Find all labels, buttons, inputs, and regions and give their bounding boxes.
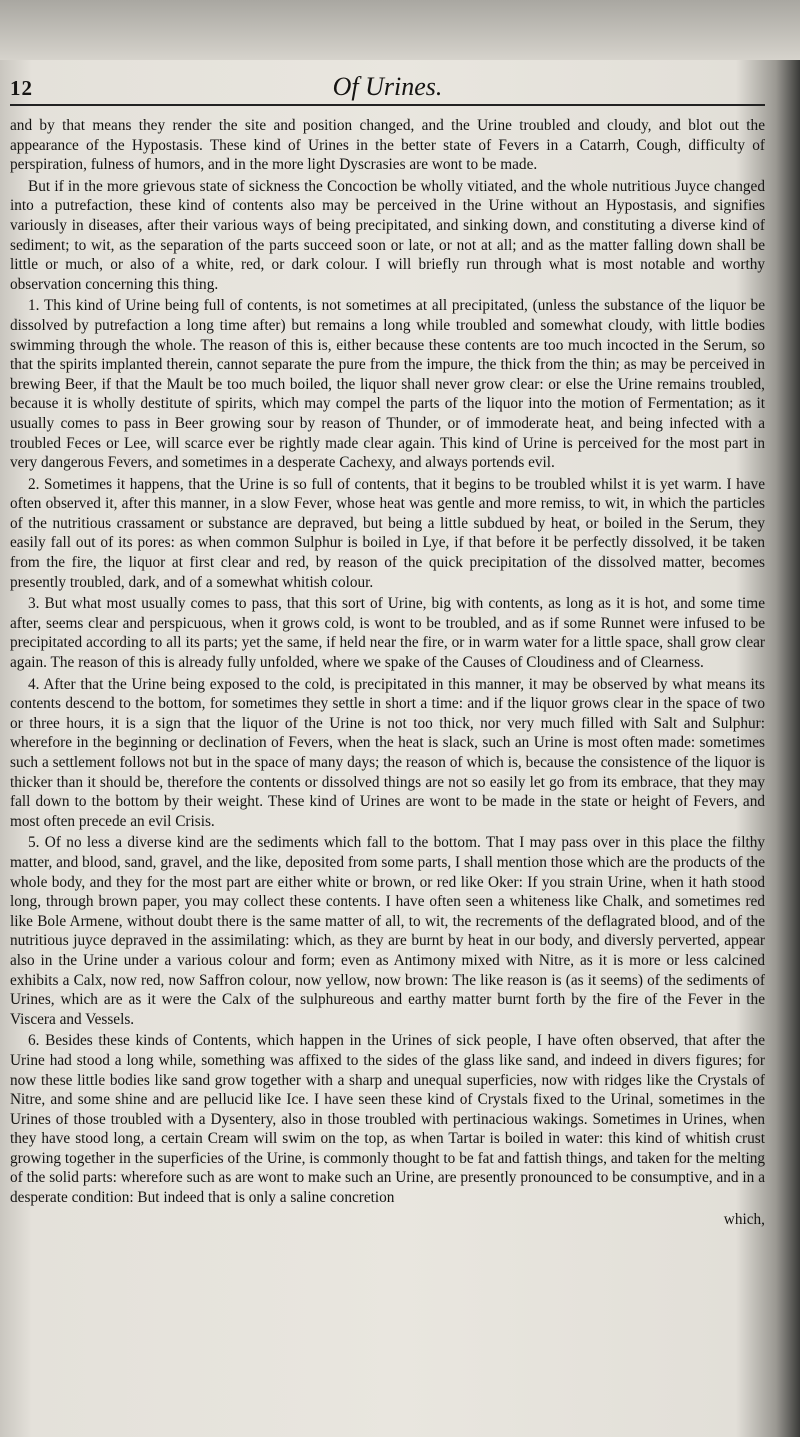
paragraph-item-6: 6. Besides these kinds of Contents, which happen in the Urines of sick people, I have often observed, that after the Urine had stood a long while, something was affixed to the sides of the glass like sand, and indeed in divers figures; for now these little bodies like sand grow together with a sharp and unequal superficies, now with ridges like the Crystals of Nitre, and some shine and are pellucid like Ice. I have seen these kind of Crystals fixed to the Urinal, sometimes in the Urines of those troubled with a Dysentery, also in those troubled with pertinacious wakings. Sometimes in Urines, when they have stood long, a certain Cream will swim on the top, as when Tartar is boiled in water: this kind of whitish crust growing together in the superficies of the Urine, is commonly thought to be fat and fattish things, and taken for the melting of the solid parts: wherefore such as are wont to make such an Urine, are presently pronounced to be consumptive, and in a desperate condition: But indeed that is only a saline concretion [10, 1032, 765, 1207]
paragraph-item-2: 2. Sometimes it happens, that the Urine is so full of contents, that it begins to be troubled whilst it is yet warm. I have often observed it, after this manner, in a slow Fever, whose heat was gentle and more remiss, to wit, in which the particles of the nutritious crassament or substance are depraved, but being a little subdued by heat, or boiled in the Serum, they easily fall out of its pores: as when common Sulphur is boiled in Lye, if that before it be perfectly dissolved, it be taken from the fire, the liquor at first clear and red, by reason of the quick precipitation of the dissolved matter, becomes presently troubled, dark, and of a somewhat whitish colour. [10, 475, 765, 591]
running-title: Of Urines. [332, 72, 443, 101]
page-header [10, 70, 765, 104]
page-top-shadow [0, 0, 800, 60]
paragraph-grievous-state: But if in the more grievous state of sickness the Concoction be wholly vitiated, and the whole nutritious Juyce changed into a putrefaction, these kind of contents also may be perceived in the Urine without an Hypostasis, and signifies variously in diseases, after their various ways of being precipitated, and sinking down, and constituting a diverse kind of sediment; to wit, as the separation of the parts succeed soon or late, or not at all; and as the matter falling down shall be little or much, or also of a white, red, or dark colour. I will briefly run through what is most notable and worthy observation concerning this thing. [10, 177, 765, 293]
catchword: which, [723, 1210, 765, 1228]
paragraph-continuation: and by that means they render the site and position changed, and the Urine troubled and cloudy, and blot out the appearance of the Hypostasis. These kind of Urines in the better state of Fevers in a Catarrh, Cough, difficulty of perspiration, fulness of humors, and in the more light Dyscrasies are wont to be made. [10, 117, 765, 174]
paragraph-item-5: 5. Of no less a diverse kind are the sediments which fall to the bottom. That I may pass over in this place the filthy matter, and blood, sand, gravel, and the like, deposited from some parts, I shall mention those which are the products of the whole body, and they for the most part are either white or brown, or red like Oker: If you strain Urine, when it hath stood long, through brown paper, you may collect these contents. I have often seen a whiteness like Chalk, and sometimes red like Bole Armene, without doubt there is the same matter of all, to wit, the recrements of the deflagrated blood, and of the nutritious juyce depraved in the assimilating: which, as they are burnt by heat in our body, and diversly perverted, appear also in the Urine under a various colour and form; even as Antimony mixed with Nitre, as it is more or less calcined exhibits a Calx, now red, now Saffron colour, now yellow, now brown: The like reason is (as it seems) of the sediments of Urines, which are as it were the Calx of the sulphureous and earthy matter burnt forth by the fire of the Fever in the Viscera and Vessels. [10, 834, 765, 1028]
paragraph-item-1: 1. This kind of Urine being full of contents, is not sometimes at all precipitated, (unless the substance of the liquor be dissolved by putrefaction a long time after) but remains a long while troubled and somewhat cloudy, with little bodies swimming through the whole. The reason of this is, either because these contents are too much incocted in the Serum, so that the spirits implanted therein, cannot separate the pure from the impure, the thick from the thin; as may be perceived in brewing Beer, if that the Mault be too much boiled, the liquor shall never grow clear: or else the Urine remains troubled, because it is wholly destitute of spirits, which may compel the parts of the liquor into the motion of Fermentation; as it usually comes to pass in Beer growing sour by reason of Thunder, or of immoderate heat, and being infected with a troubled Feces or Lee, will scarce ever be rightly made clear again. This kind of Urine is perceived for the most part in very dangerous Fevers, and sometimes in a desperate Cachexy, and always portends evil. [10, 297, 765, 472]
paragraph-item-3: 3. But what most usually comes to pass, that this sort of Urine, big with contents, as long as it is hot, and some time after, seems clear and perspicuous, when it grows cold, is wont to be troubled, and as if some Runnet were infused to be precipitated according to all its parts; yet the same, if held near the fire, or in warm water for a little space, shall grow clear again. The reason of this is already fully unfolded, where we spake of the Causes of Cloudiness and of Clearness. [10, 595, 765, 672]
body-text [10, 116, 765, 1231]
page-number: 12 [10, 76, 33, 100]
paragraph-item-4: 4. After that the Urine being exposed to the cold, is precipitated in this manner, it may be observed by what means its contents descend to the bottom, for sometimes they settle in short a time: and if the liquor grows clear in the space of two or three hours, it is a sign that the liquor of the Urine is not too thick, nor very much filled with Salt and Sulphur: wherefore in the beginning or declination of Fevers, when the heat is slack, such an Urine is most often made: sometimes such a settlement follows not but in the space of many days; the reason of which is, because the consistence of the liquor is thicker than it should be, therefore the contents or dissolved things are not so easily let go from its embrace, that they may fall down to the bottom by their weight. These kind of Urines are wont to be made in the state or height of Fevers, and most often precede an evil Crisis. [10, 675, 765, 830]
header-rule [10, 104, 765, 106]
